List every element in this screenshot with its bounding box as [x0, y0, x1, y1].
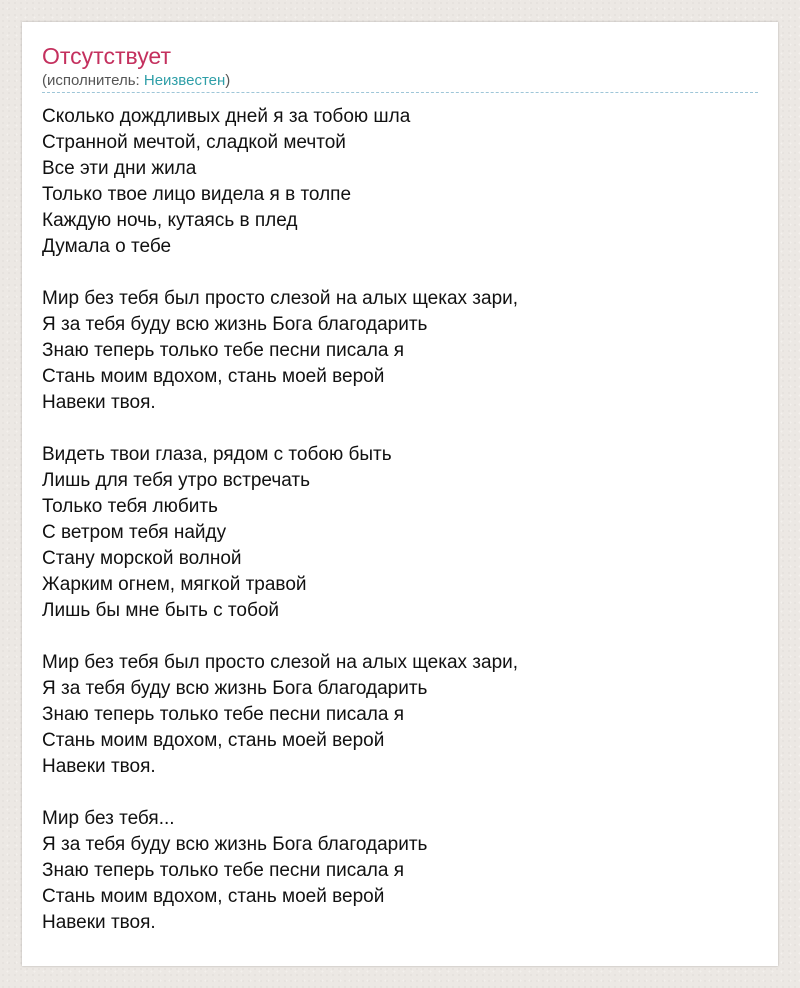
lyrics-card [22, 22, 778, 966]
lyric-line: Знаю теперь только тебе песни писала я [42, 860, 405, 881]
lyric-line: Я за тебя буду всю жизнь Бога благодарить [42, 834, 428, 855]
lyric-line: Сколько дождливых дней я за тобою шла [42, 106, 411, 127]
lyric-line: Я за тебя буду всю жизнь Бога благодарить [42, 678, 428, 699]
lyrics-stanza [42, 442, 758, 624]
lyric-line: Мир без тебя был просто слезой на алых щеках зари, [42, 652, 519, 673]
lyric-line: Только тебя любить [42, 496, 218, 517]
lyric-line: Каждую ночь, кутаясь в плед [42, 210, 298, 231]
lyric-line: Навеки твоя. [42, 392, 156, 413]
artist-line [42, 72, 230, 90]
lyric-line: Стань моим вдохом, стань моей верой [42, 366, 385, 387]
lyrics-stanza [42, 286, 758, 416]
lyric-line: Знаю теперь только тебе песни писала я [42, 704, 405, 725]
lyric-line: Стань моим вдохом, стань моей верой [42, 730, 385, 751]
lyrics-stanza [42, 806, 758, 936]
lyrics-body [42, 104, 758, 962]
lyric-line: Странной мечтой, сладкой мечтой [42, 132, 346, 153]
lyric-line: Я за тебя буду всю жизнь Бога благодарить [42, 314, 428, 335]
lyric-line: Думала о тебе [42, 236, 172, 257]
lyric-line: Мир без тебя был просто слезой на алых щеках зари, [42, 288, 519, 309]
lyric-line: Лишь бы мне быть с тобой [42, 600, 280, 621]
lyric-line: Все эти дни жила [42, 158, 197, 179]
lyric-line: Стану морской волной [42, 548, 242, 569]
artist-name-link[interactable]: Неизвестен [143, 72, 226, 89]
lyric-line: Стань моим вдохом, стань моей верой [42, 886, 385, 907]
lyric-line: Навеки твоя. [42, 912, 156, 933]
lyric-line: Лишь для тебя утро встречать [42, 470, 310, 491]
lyric-line: Знаю теперь только тебе песни писала я [42, 340, 405, 361]
lyric-line: Видеть твои глаза, рядом с тобою быть [42, 444, 392, 465]
lyric-line: Только твое лицо видела я в толпе [42, 184, 352, 205]
title-divider [42, 92, 758, 93]
lyrics-stanza [42, 104, 758, 260]
artist-suffix: ) [225, 72, 231, 89]
artist-prefix: (исполнитель: [42, 72, 144, 89]
lyric-line: С ветром тебя найду [42, 522, 227, 543]
lyric-line: Навеки твоя. [42, 756, 156, 777]
song-title: Отсутствует [42, 43, 171, 69]
lyrics-stanza [42, 650, 758, 780]
lyric-line: Мир без тебя... [42, 808, 175, 829]
lyric-line: Жарким огнем, мягкой травой [42, 574, 307, 595]
